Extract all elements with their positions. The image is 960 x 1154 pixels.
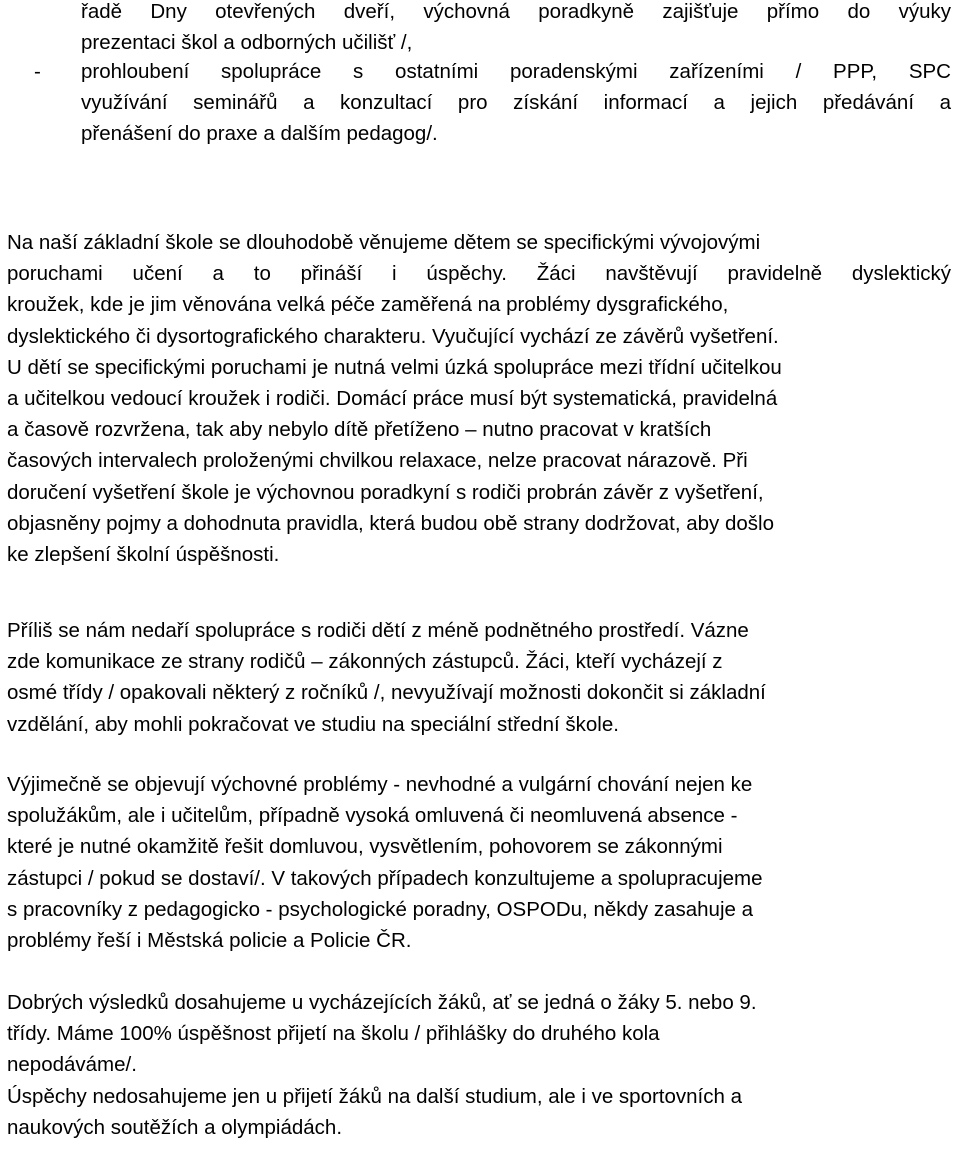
p4-line-5: naukových soutěžích a olympiádách. xyxy=(7,1115,343,1139)
p2-line-1: Příliš se nám nedaří spolupráce s rodiči dětí z méně podnětného prostředí. Vázne xyxy=(7,619,749,642)
p1-line-5: U dětí se specifickými poruchami je nutná velmi úzká spolupráce mezi třídní učitelkou xyxy=(7,355,782,379)
p1-line-1: Na naší základní škole se dlouhodobě věnujeme dětem se specifickými vývojovými xyxy=(7,231,761,254)
top-line-2: prezentaci škol a odborných učilišť /, xyxy=(81,31,413,55)
p2-line-4: vzdělání, aby mohli pokračovat ve studiu na speciální střední škole. xyxy=(7,712,619,736)
p2-line-3: osmé třídy / opakovali některý z ročníků /, nevyužívají možnosti dokončit si základní xyxy=(7,681,766,705)
dash-line-2: využívání seminářů a konzultací pro získání informací a jejich předávání a xyxy=(81,91,951,115)
p3-line-2: spolužákům, ale i učitelům, případně vysoká omluvená či neomluvená absence - xyxy=(7,804,738,828)
p1-line-8: časových intervalech proloženými chvilkou relaxace, nelze pracovat nárazově. Při xyxy=(7,449,748,473)
p1-line-3: kroužek, kde je jim věnována velká péče zaměřená na problémy dysgrafického, xyxy=(7,293,729,317)
p3-line-4: zástupci / pokud se dostaví/. V takových případech konzultujeme a spolupracujeme xyxy=(7,866,763,890)
top-line-1: řadě Dny otevřených dveří, výchovná poradkyně zajišťuje přímo do výuky xyxy=(81,0,951,23)
p1-line-2: poruchami učení a to přináší i úspěchy. Žáci navštěvují pravidelně dyslektický xyxy=(7,262,951,286)
paragraph-4 xyxy=(7,987,951,1143)
p1-line-9: doručení vyšetření škole je výchovnou poradkyní s rodiči probrán závěr z vyšetření, xyxy=(7,480,764,504)
top-block xyxy=(81,0,951,58)
dash-line-3: přenášení do praxe a dalším pedagog/. xyxy=(81,122,438,146)
p1-line-4: dyslektického či dysortografického charakteru. Vyučující vychází ze závěrů vyšetření. xyxy=(7,324,779,348)
p3-line-3: které je nutné okamžitě řešit domluvou, vysvětlením, pohovorem se zákonnými xyxy=(7,835,723,859)
p2-line-2: zde komunikace ze strany rodičů – zákonných zástupců. Žáci, kteří vycházejí z xyxy=(7,650,723,674)
paragraph-3 xyxy=(7,769,951,956)
p3-line-1: Výjimečně se objevují výchovné problémy - nevhodné a vulgární chování nejen ke xyxy=(7,773,753,796)
p3-line-6: problémy řeší i Městská policie a Policie ČR. xyxy=(7,929,412,953)
dash-item-text xyxy=(81,56,951,150)
dash-line-1: prohloubení spolupráce s ostatními poradenskými zařízeními / PPP, SPC xyxy=(81,60,951,83)
p4-line-2: třídy. Máme 100% úspěšnost přijetí na školu / přihlášky do druhého kola xyxy=(7,1022,660,1046)
p1-line-11: ke zlepšení školní úspěšnosti. xyxy=(7,543,280,567)
p1-line-10: objasněny pojmy a dohodnuta pravidla, která budou obě strany dodržovat, aby došlo xyxy=(7,511,774,535)
p4-line-3: nepodáváme/. xyxy=(7,1053,137,1077)
p4-line-4: Úspěchy nedosahujeme jen u přijetí žáků na další studium, ale i ve sportovních a xyxy=(7,1084,742,1108)
p1-line-7: a časově rozvržena, tak aby nebylo dítě přetíženo – nutno pracovat v kratších xyxy=(7,418,712,442)
paragraph-2 xyxy=(7,615,951,740)
paragraph-1 xyxy=(7,227,951,570)
p3-line-5: s pracovníky z pedagogicko - psychologické poradny, OSPODu, někdy zasahuje a xyxy=(7,897,753,921)
p1-line-6: a učitelkou vedoucí kroužek i rodiči. Domácí práce musí být systematická, pravidelná xyxy=(7,387,778,411)
p4-line-1: Dobrých výsledků dosahujeme u vycházejících žáků, ať se jedná o žáky 5. nebo 9. xyxy=(7,991,757,1014)
dash-marker: - xyxy=(34,60,41,83)
